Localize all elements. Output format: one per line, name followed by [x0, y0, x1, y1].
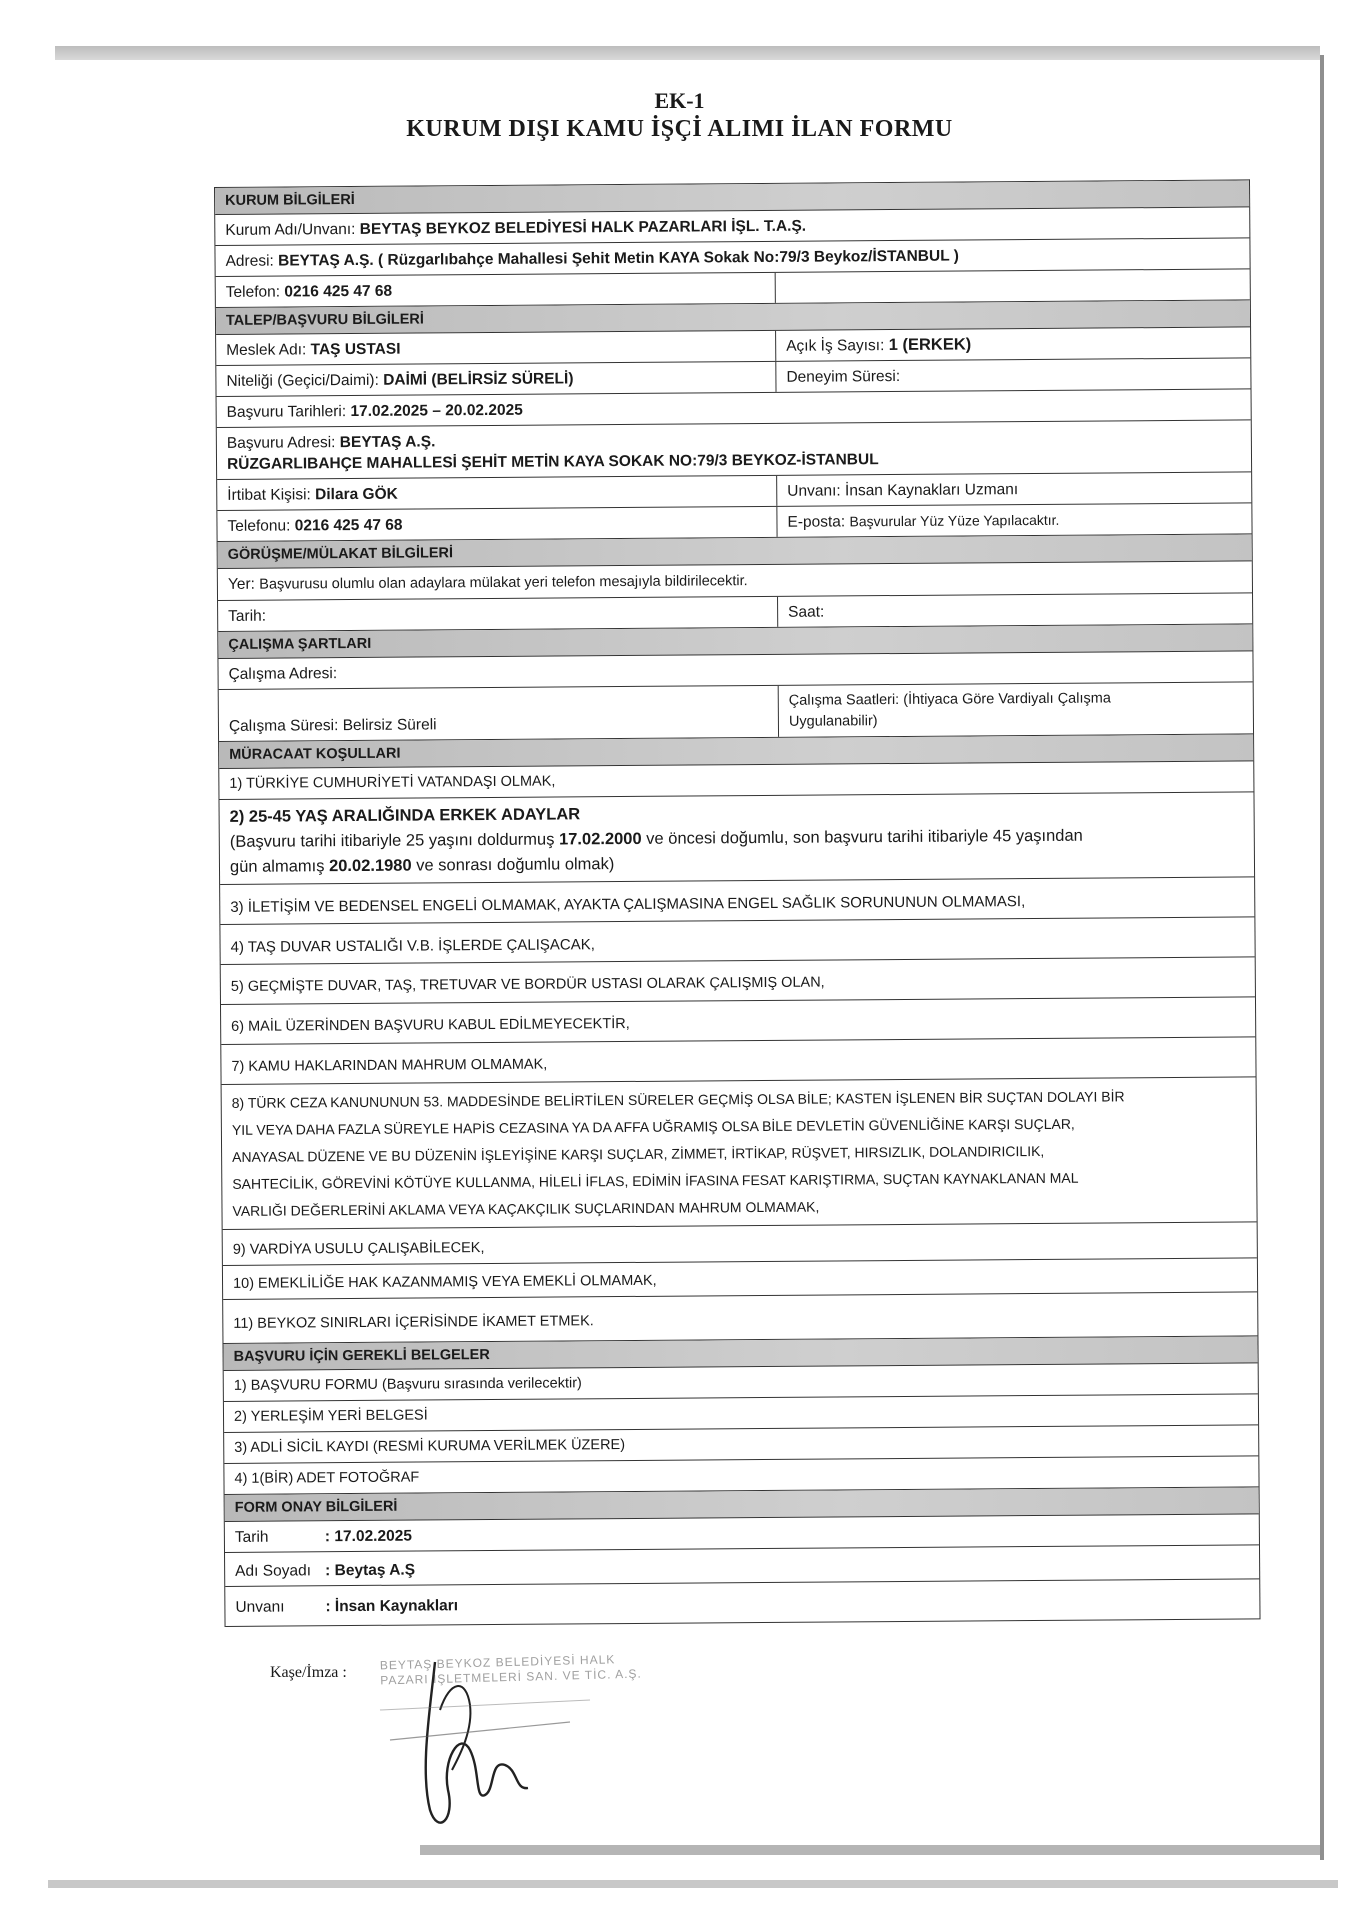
experience-cell [776, 358, 1250, 391]
application-address-row [217, 420, 1251, 480]
email-value: Başvurular Yüz Yüze Yapılacaktır. [849, 511, 1060, 530]
section-kurum: KURUM BİLGİLERİ [215, 180, 1249, 215]
section-belgeler: BAŞVURU İÇİN GEREKLİ BELGELER [223, 1336, 1257, 1371]
type-cell [216, 362, 776, 396]
approval-title-label: Unvanı [235, 1598, 285, 1616]
application-address-label: Başvuru Adresi: [226, 434, 336, 452]
signature-icon [270, 1650, 730, 1840]
condition-9: 9) VARDİYA USULU ÇALIŞABİLECEK, [223, 1222, 1257, 1266]
section-onay: FORM ONAY BİLGİLERİ [225, 1487, 1259, 1522]
condition-5: 5) GEÇMİŞTE DUVAR, TAŞ, TRETUVAR VE BORDÜR USTASI OLARAK ÇALIŞMIŞ OLAN, [221, 957, 1255, 1005]
institution-phone-cell [216, 273, 776, 307]
institution-name-value: BEYTAŞ BEYKOZ BELEDİYESİ HALK PAZARLARI İŞL. T.A.Ş. [359, 217, 807, 238]
condition-3: 3) İLETİŞİM VE BEDENSEL ENGELİ OLMAMAK, AYAKTA ÇALIŞMASINA ENGEL SAĞLIK SORUNUNUN OLMAMASI, [220, 877, 1254, 925]
institution-phone-value: 0216 425 47 68 [284, 282, 393, 301]
condition-8-line2: YIL VEYA DAHA FAZLA SÜREYLE HAPİS CEZASINA YA DA AFFA UĞRAMIŞ OLSA BİLE DEVLETİN GÜVENLİĞİNE KARŞI SUÇLAR, [231, 1115, 1075, 1138]
condition-8-line5: VARLIĞI DEĞERLERİNİ AKLAMA VEYA KAÇAKÇILIK SUÇLARINDAN MAHRUM OLMAMAK, [232, 1198, 820, 1219]
application-dates-value: 17.02.2025 – 20.02.2025 [350, 401, 523, 421]
stamp-line-2: PAZARI İŞLETMELERİ SAN. VE TİC. A.Ş. [380, 1666, 642, 1688]
document-1: 1) BAŞVURU FORMU (Başvuru sırasında verilecektir) [224, 1363, 1258, 1402]
work-duration-cell [219, 686, 779, 741]
condition-8-line3: ANAYASAL DÜZENE VE BU DÜZENİN İŞLEYİŞİNE KARŞI SUÇLAR, ZİMMET, İRTİKAP, RÜŞVET, HIRSIZLIK, DOLANDIRICILIK, [232, 1142, 1045, 1165]
scan-edge-bottom [420, 1845, 1320, 1855]
work-hours-value-2: Uygulanabilir) [788, 713, 878, 730]
openings-cell [776, 327, 1250, 360]
document-4: 4) 1(BİR) ADET FOTOĞRAF [224, 1456, 1258, 1495]
job-label: Meslek Adı: [226, 341, 307, 359]
announcement-form [214, 179, 1261, 1627]
condition-2-title: 2) 25-45 YAŞ ARALIĞINDA ERKEK ADAYLAR [229, 805, 581, 826]
approval-title-row [225, 1579, 1259, 1627]
contact-cell [217, 476, 777, 510]
interview-date-label: Tarih: [228, 607, 267, 625]
institution-address-label: Adresi: [225, 252, 274, 270]
contact-value: Dilara GÖK [315, 485, 398, 504]
condition-7: 7) KAMU HAKLARINDAN MAHRUM OLMAMAK, [221, 1037, 1255, 1085]
condition-2-text-d: ve sonrası doğumlu olmak) [416, 855, 615, 875]
condition-2-text-c: gün almamış [229, 857, 325, 876]
contact-title-cell [777, 472, 1251, 505]
condition-8 [222, 1077, 1257, 1230]
condition-10: 10) EMEKLİLİĞE HAK KAZANMAMIŞ VEYA EMEKLİ OLMAMAK, [223, 1258, 1257, 1300]
work-hours-value-1: (İhtiyaca Göre Vardiyalı Çalışma [903, 690, 1111, 708]
section-talep: TALEP/BAŞVURU BİLGİLERİ [216, 300, 1250, 335]
section-muracaat: MÜRACAAT KOŞULLARI [219, 734, 1253, 769]
interview-place-label: Yer: [227, 575, 255, 593]
approval-name-label: Adı Soyadı [235, 1562, 312, 1580]
email-label: E-posta: [787, 513, 846, 531]
contact-label: İrtibat Kişisi: [227, 486, 311, 504]
scan-edge-right [1320, 55, 1324, 1860]
contact-phone-cell [217, 507, 777, 541]
approval-date-value: : 17.02.2025 [324, 1527, 413, 1546]
condition-6: 6) MAİL ÜZERİNDEN BAŞVURU KABUL EDİLMEYECEKTİR, [221, 997, 1255, 1045]
work-address-label: Çalışma Adresi: [228, 665, 338, 683]
section-gorusme: GÖRÜŞME/MÜLAKAT BİLGİLERİ [218, 534, 1252, 569]
scan-edge-footer [48, 1880, 1338, 1888]
type-label: Niteliği (Geçici/Daimi): [226, 371, 379, 390]
contact-title-value: İnsan Kaynakları Uzmanı [844, 481, 1019, 500]
work-terms-row [219, 682, 1253, 742]
stamp-signature-area [270, 1650, 730, 1840]
interview-time-label: Saat: [788, 603, 825, 621]
interview-date-cell [218, 597, 778, 631]
approval-title-value: : İnsan Kaynakları [325, 1597, 459, 1616]
interview-place-value: Başvurusu olumlu olan adaylara mülakat yeri telefon mesajıyla bildirilecektir. [259, 573, 748, 593]
condition-1: 1) TÜRKİYE CUMHURİYETİ VATANDAŞI OLMAK, [219, 761, 1253, 800]
institution-phone-label: Telefon: [225, 283, 281, 301]
document-2: 2) YERLEŞİM YERİ BELGESİ [224, 1394, 1258, 1433]
contact-phone-label: Telefonu: [227, 517, 291, 535]
interview-time-cell [778, 593, 1252, 626]
experience-label: Deneyim Süresi: [786, 367, 901, 386]
condition-4: 4) TAŞ DUVAR USTALIĞI V.B. İŞLERDE ÇALIŞACAK, [220, 917, 1254, 965]
form-title: KURUM DIŞI KAMU İŞÇİ ALIMI İLAN FORMU [406, 116, 953, 142]
scan-edge-top [55, 46, 1320, 60]
condition-2-date-b: 20.02.1980 [328, 856, 412, 876]
type-value: DAİMİ (BELİRSİZ SÜRELİ) [383, 370, 574, 389]
work-hours-label: Çalışma Saatleri: [788, 691, 900, 709]
institution-name-label: Kurum Adı/Unvanı: [225, 220, 356, 239]
institution-address-value: BEYTAŞ A.Ş. ( Rüzgarlıbahçe Mahallesi Şehit Metin KAYA Sokak No:79/3 Beykoz/İSTANBUL ) [278, 247, 959, 270]
openings-label: Açık İş Sayısı: [786, 337, 885, 355]
contact-phone-value: 0216 425 47 68 [294, 516, 403, 535]
annex-label: EK-1 [654, 88, 705, 113]
email-cell [777, 503, 1251, 536]
condition-8-line4: SAHTECİLİK, GÖREVİNİ KÖTÜYE KULLANMA, HİLELİ İFLAS, EDİMİN İFASINA FESAT KARIŞTIRMA, SUÇTAN KAYNAKLANAN MAL [232, 1169, 1079, 1192]
work-hours-cell [779, 682, 1253, 736]
condition-2-text-b: ve öncesi doğumlu, son başvuru tarihi itibariyle 45 yaşından [646, 826, 1083, 848]
empty-cell [776, 269, 1250, 302]
contact-title-label: Unvanı: [787, 482, 841, 500]
approval-date-label: Tarih [234, 1528, 269, 1546]
job-value: TAŞ USTASI [310, 340, 401, 359]
openings-value: 1 (ERKEK) [888, 335, 972, 355]
section-calisma: ÇALIŞMA ŞARTLARI [218, 624, 1252, 659]
work-duration-label: Çalışma Süresi: [228, 717, 339, 735]
document-3: 3) ADLİ SİCİL KAYDI (RESMİ KURUMA VERİLMEK ÜZERE) [224, 1425, 1258, 1464]
application-dates-label: Başvuru Tarihleri: [226, 403, 347, 421]
application-address-value: BEYTAŞ A.Ş. [339, 433, 436, 452]
condition-2-date-a: 17.02.2000 [558, 829, 642, 849]
approval-name-value: : Beytaş A.Ş [325, 1561, 416, 1580]
stamp-line-1: BEYTAŞ BEYKOZ BELEDİYESİ HALK [379, 1652, 616, 1673]
stamp-label: Kaşe/İmza : [270, 1664, 347, 1681]
application-address-line2: RÜZGARLIBAHÇE MAHALLESİ ŞEHİT METİN KAYA SOKAK NO:79/3 BEYKOZ-İSTANBUL [226, 451, 879, 473]
condition-8-line1: 8) TÜRK CEZA KANUNUNUN 53. MADDESİNDE BELİRTİLEN SÜRELER GEÇMİŞ OLSA BİLE; KASTEN İŞLENEN BİR SUÇTAN DOLAYI BİR [231, 1088, 1125, 1111]
work-duration-value: Belirsiz Süreli [342, 716, 437, 735]
condition-11: 11) BEYKOZ SINIRLARI İÇERİSİNDE İKAMET ETMEK. [223, 1292, 1257, 1344]
condition-2 [219, 792, 1254, 885]
job-cell [216, 331, 776, 365]
condition-2-text-a: (Başvuru tarihi itibariyle 25 yaşını doldurmuş [229, 830, 555, 851]
